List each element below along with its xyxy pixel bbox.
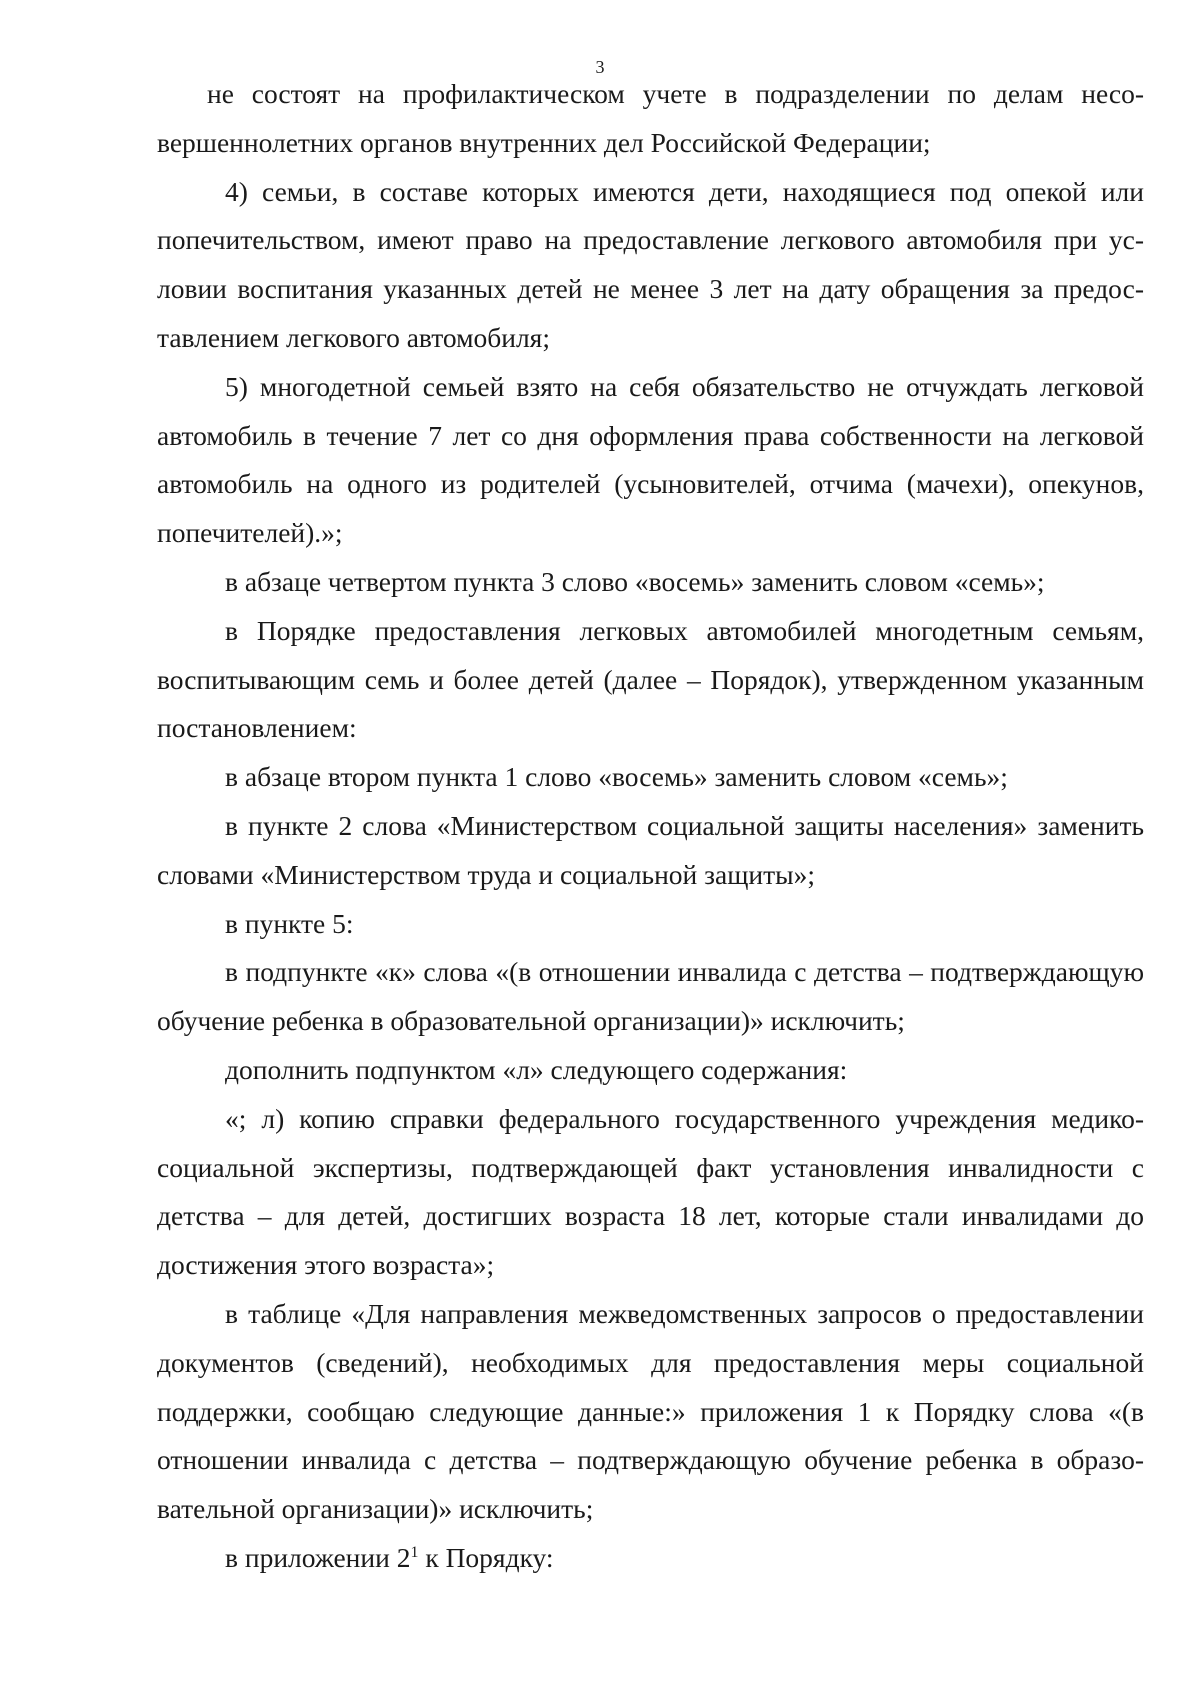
appendix-2-suffix: к Порядку: [418,1541,554,1573]
document-body [157,70,1144,1583]
paragraph-obligation: 5) многодетной семьей взято на себя обязательство не отчуждать легковой автомобиль в течение 7 лет со дня оформления права собственности на легковой автомобиль на одного из родителей (усыновителей, отчима (мачехи), опекунов, попечителей).»; [157,370,1144,549]
paragraph-point-1: в абзаце втором пункта 1 слово «восемь» заменить словом «семь»; [225,761,1008,793]
paragraph-procedure: в Порядке предоставления легковых автомобилей многодетным семьям, воспитывающим семь и более детей (далее – Порядок), утвержденном указанным постановлением: [157,614,1144,744]
paragraph-guardianship: 4) семьи, в составе которых имеются дети, находящиеся под опекой или попечительством, имеют право на предоставление легкового автомобиля при условии воспитания указанных детей не менее 3 лет на дату обращения за предоставлением легкового автомобиля; [157,175,1144,353]
paragraph-point-5: в пункте 5: [225,907,354,939]
paragraph-minors-registry: не состоят на профилактическом учете в подразделении по делам несовершеннолетних органов внутренних дел Российской Федерации; [157,78,1144,158]
paragraph-appendix-2 [157,1534,1144,1583]
page-number: 3 [595,57,605,77]
appendix-2-superscript: 1 [410,1543,419,1561]
paragraph-point-3: в абзаце четвертом пункта 3 слово «восемь» заменить словом «семь»; [225,565,1045,597]
paragraph-point-2: в пункте 2 слова «Министерством социальной защиты населения» заменить словами «Министерством труда и социальной защиты»; [157,809,1144,890]
paragraph-subpoint-k: в подпункте «к» слова «(в отношении инвалида с детства – подтверждающую обучение ребенка в образовательной организации)» исключить; [157,956,1144,1037]
paragraph-table-appendix-1: в таблице «Для направления межведомственных запросов о предоставлении документов (сведений), необходимых для предоставления меры социальной поддержки, сообщаю следующие данные:» приложения 1 к Порядку слова «(в отношении инвалида с детства – подтверждающую обучение ребенка в образовательной организации)» исключить; [157,1297,1144,1525]
paragraph-subpoint-l-text: «; л) копию справки федерального государственного учреждения медико-социальной экспертизы, подтверждающей факт установления инвалидности с детства – для детей, достигших возраста 18 лет, которые стали инвалидами до достижения этого возраста»; [157,1102,1144,1281]
appendix-2-text: в приложении 2 [225,1541,411,1573]
paragraph-add-subpoint-l: дополнить подпунктом «л» следующего содержания: [225,1053,848,1085]
